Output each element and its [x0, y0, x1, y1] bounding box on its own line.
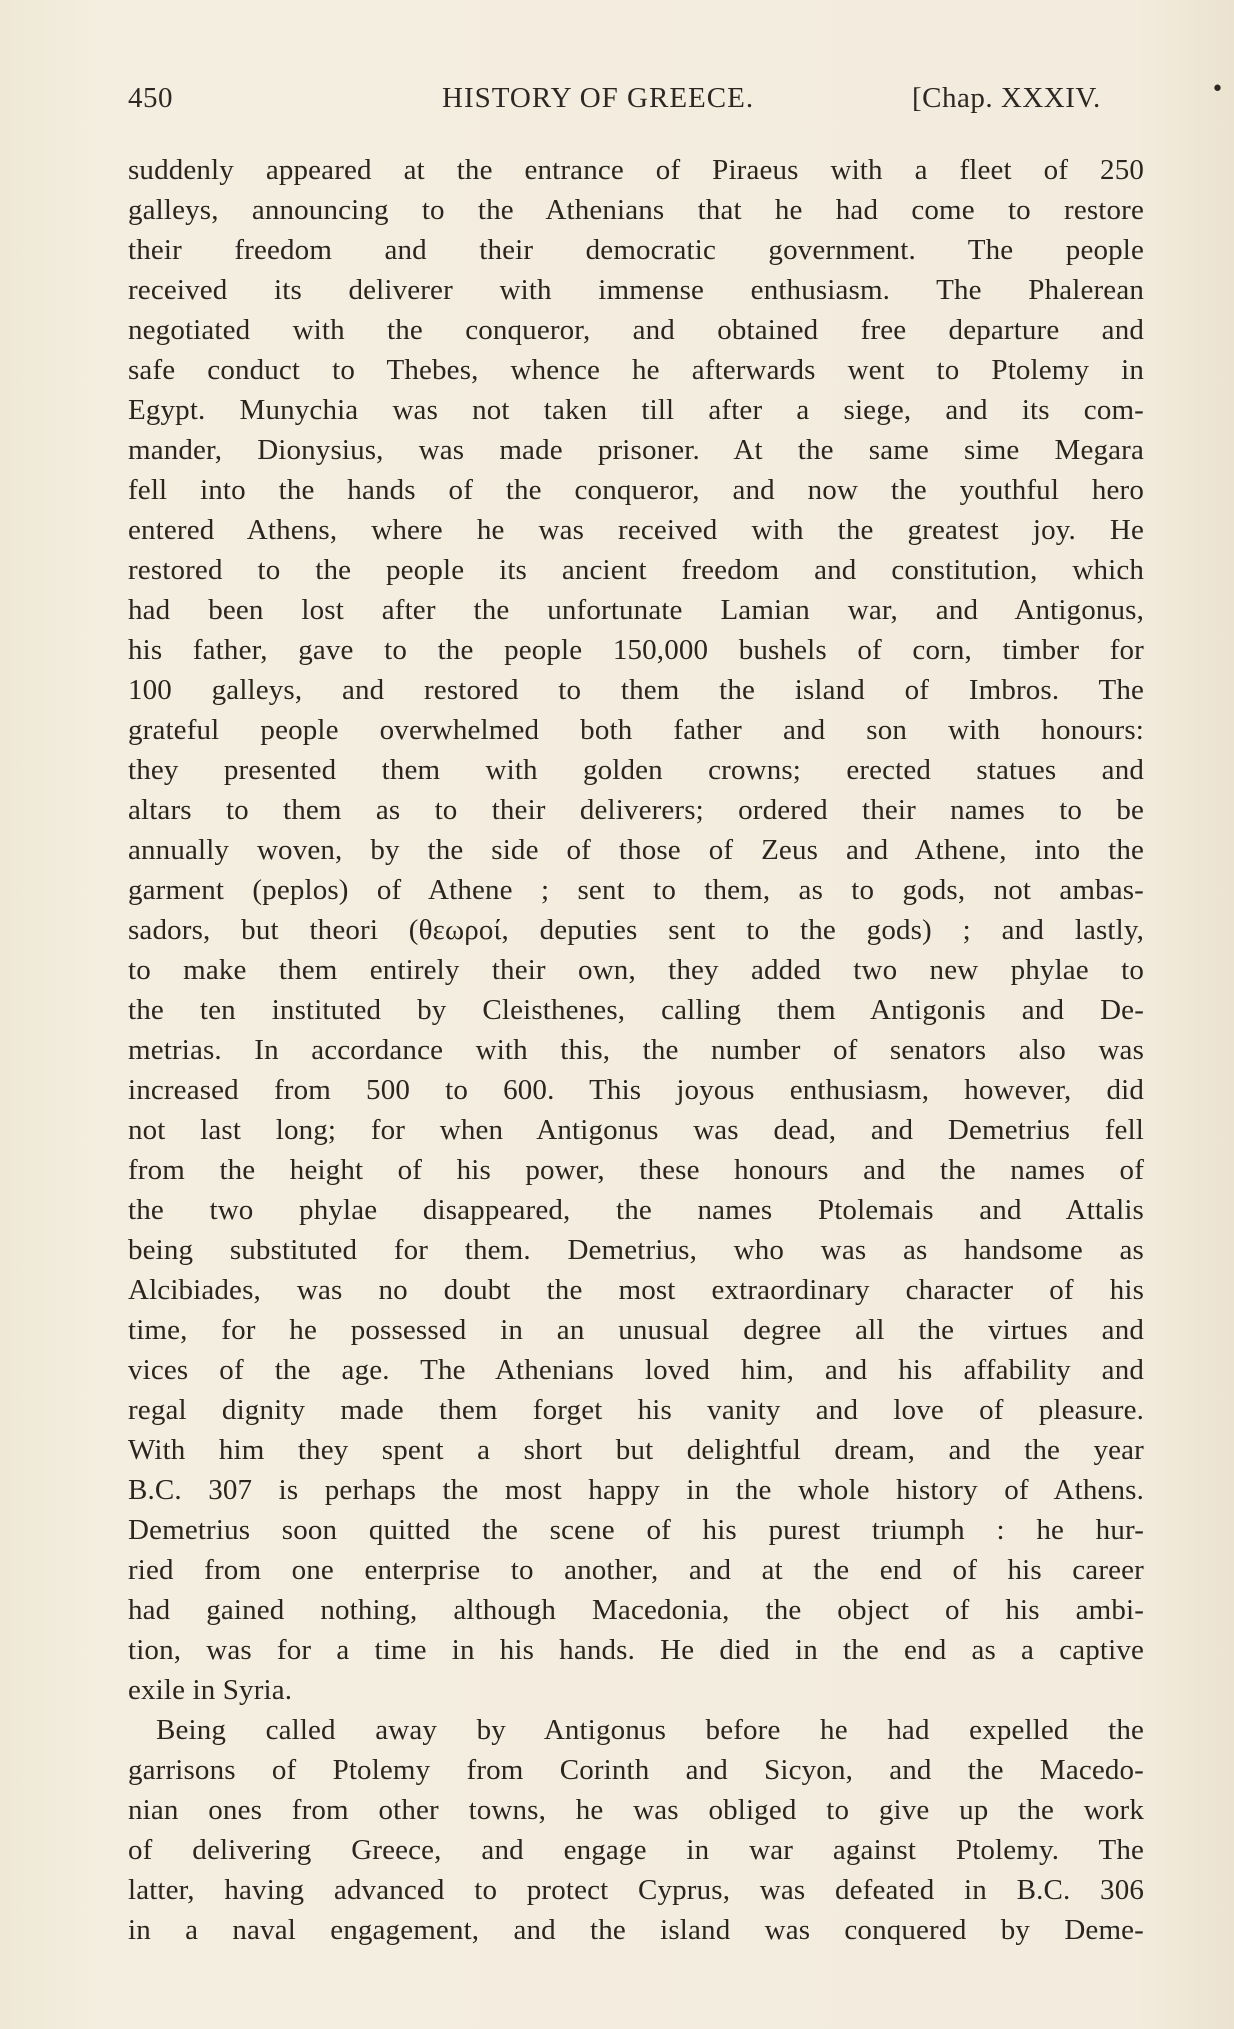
text-line: sadors, but theori (θεωροί, deputies sent to the gods) ; and lastly,: [128, 914, 1144, 946]
text-line: restored to the people its ancient freedom and constitution, which: [128, 554, 1144, 586]
text-line: grateful people overwhelmed both father and son with honours:: [128, 714, 1144, 746]
text-line: of delivering Greece, and engage in war against Ptolemy. The: [128, 1834, 1144, 1866]
text-line: entered Athens, where he was received with the greatest joy. He: [128, 514, 1144, 546]
text-line: ried from one enterprise to another, and at the end of his career: [128, 1554, 1144, 1586]
text-line: 100 galleys, and restored to them the island of Imbros. The: [128, 674, 1144, 706]
text-line: vices of the age. The Athenians loved him, and his affability and: [128, 1354, 1144, 1386]
text-line: garment (peplos) of Athene ; sent to them, as to gods, not ambas-: [128, 874, 1144, 906]
text-line: his father, gave to the people 150,000 bushels of corn, timber for: [128, 634, 1144, 666]
text-line: regal dignity made them forget his vanity and love of pleasure.: [128, 1394, 1144, 1426]
text-line: from the height of his power, these honours and the names of: [128, 1154, 1144, 1186]
text-line: the ten instituted by Cleisthenes, calling them Antigonis and De-: [128, 994, 1144, 1026]
text-line: tion, was for a time in his hands. He died in the end as a captive: [128, 1634, 1144, 1666]
text-line: increased from 500 to 600. This joyous enthusiasm, however, did: [128, 1074, 1144, 1106]
margin-mark: •: [1211, 77, 1224, 102]
text-line: latter, having advanced to protect Cyprus, was defeated in B.C. 306: [128, 1874, 1144, 1906]
text-line: nian ones from other towns, he was obliged to give up the work: [128, 1794, 1144, 1826]
text-line: safe conduct to Thebes, whence he afterwards went to Ptolemy in: [128, 354, 1144, 386]
text-line: the two phylae disappeared, the names Ptolemais and Attalis: [128, 1194, 1144, 1226]
text-line: metrias. In accordance with this, the number of senators also was: [128, 1034, 1144, 1066]
paragraph: [128, 1710, 1144, 1950]
text-line: not last long; for when Antigonus was dead, and Demetrius fell: [128, 1114, 1144, 1146]
chapter-reference: [Chap. XXXIV.: [912, 82, 1101, 114]
text-line: With him they spent a short but delightful dream, and the year: [128, 1434, 1144, 1466]
text-line: fell into the hands of the conqueror, and now the youthful hero: [128, 474, 1144, 506]
text-line: suddenly appeared at the entrance of Piraeus with a fleet of 250: [128, 154, 1144, 186]
text-line: their freedom and their democratic government. The people: [128, 234, 1144, 266]
text-line: to make them entirely their own, they added two new phylae to: [128, 954, 1144, 986]
text-line: B.C. 307 is perhaps the most happy in the whole history of Athens.: [128, 1474, 1144, 1506]
text-line: time, for he possessed in an unusual degree all the virtues and: [128, 1314, 1144, 1346]
text-line: galleys, announcing to the Athenians that he had come to restore: [128, 194, 1144, 226]
text-line: mander, Dionysius, was made prisoner. At the same sime Megara: [128, 434, 1144, 466]
text-line: they presented them with golden crowns; erected statues and: [128, 754, 1144, 786]
text-line: altars to them as to their deliverers; ordered their names to be: [128, 794, 1144, 826]
text-line: annually woven, by the side of those of Zeus and Athene, into the: [128, 834, 1144, 866]
body-text: [128, 150, 1144, 1950]
text-line: negotiated with the conqueror, and obtained free departure and: [128, 314, 1144, 346]
text-line: received its deliverer with immense enthusiasm. The Phalerean: [128, 274, 1144, 306]
page-header: [128, 82, 1148, 122]
text-line: Being called away by Antigonus before he had expelled the: [156, 1714, 1144, 1746]
text-line: had been lost after the unfortunate Lamian war, and Antigonus,: [128, 594, 1144, 626]
text-line: had gained nothing, although Macedonia, the object of his ambi-: [128, 1594, 1144, 1626]
text-line: garrisons of Ptolemy from Corinth and Sicyon, and the Macedo-: [128, 1754, 1144, 1786]
text-line: Egypt. Munychia was not taken till after a siege, and its com-: [128, 394, 1144, 426]
paragraph: [128, 150, 1144, 1710]
text-line: being substituted for them. Demetrius, who was as handsome as: [128, 1234, 1144, 1266]
page-number: 450: [128, 82, 173, 114]
text-line: Alcibiades, was no doubt the most extraordinary character of his: [128, 1274, 1144, 1306]
text-line: exile in Syria.: [128, 1674, 293, 1706]
running-title: HISTORY OF GREECE.: [442, 82, 755, 114]
text-line: Demetrius soon quitted the scene of his purest triumph : he hur-: [128, 1514, 1144, 1546]
text-line: in a naval engagement, and the island was conquered by Deme-: [128, 1914, 1144, 1946]
